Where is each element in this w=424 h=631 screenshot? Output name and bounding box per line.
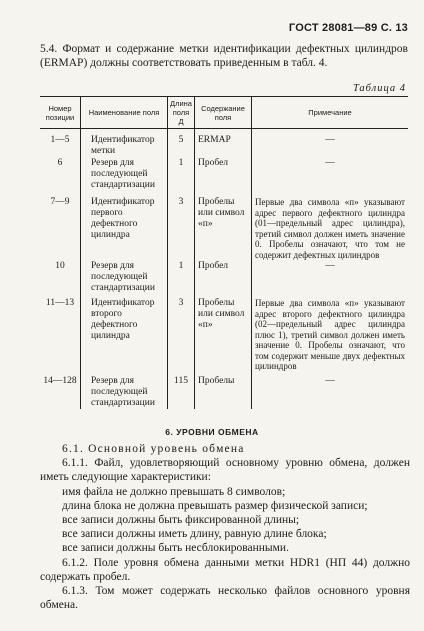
- cell-content: Пробелы: [195, 372, 252, 409]
- cell-position: 1—5: [50, 135, 70, 145]
- cell-content: ERMAP: [195, 129, 252, 158]
- cell-note: —: [252, 129, 409, 158]
- table-header-row: [40, 97, 408, 129]
- paragraph: 6.1.2. Поле уровня обмена данными метки HDR1 (НП 44) должно содержать пробел.: [40, 556, 410, 583]
- cell-field-name: Идентификатор метки: [81, 129, 168, 158]
- cell-note: Первые два символа «п» указывают адрес первого дефектного цилиндра (01—предельный адрес цилиндра), третий символ должен иметь значение 0. Пробелы означают, что том не содержит дефектных цилиндров: [252, 191, 409, 260]
- cell-position: 6: [57, 158, 63, 168]
- spec-table: [40, 96, 408, 409]
- cell-position: 10: [55, 261, 65, 271]
- list-item: имя файла не должно превышать 8 символов;: [62, 485, 286, 498]
- cell-length: 1: [168, 157, 195, 191]
- table-row: [40, 372, 408, 409]
- cell-field-name: Идентификатор второго дефектного цилиндра: [81, 294, 168, 372]
- section-body: [40, 442, 410, 612]
- list-item: все записи должны быть фиксированной длины;: [62, 514, 300, 527]
- cell-field-name: Идентификатор первого дефектного цилиндра: [81, 191, 168, 260]
- cell-content: Пробелы или символ «п»: [195, 191, 252, 260]
- cell-content: Пробел: [195, 260, 252, 294]
- cell-position: 7—9: [50, 197, 70, 207]
- table-row: [40, 260, 408, 294]
- header-position: Номер позиции: [40, 97, 81, 129]
- list-item: все записи должны быть несблокированными.: [62, 542, 289, 555]
- cell-position: 14—128: [43, 375, 77, 386]
- intro-paragraph: 5.4. Формат и содержание метки идентификации дефектных цилиндров (ERMAP) должны соответствовать приведенным в табл. 4.: [40, 43, 408, 69]
- cell-note: Первые два символа «п» указывают адрес второго дефектного цилиндра (02—предельный адрес цилиндра плюс 1), третий символ должен иметь значение 0. Пробелы означают, что том содержит меньше двух дефектных цилиндров: [252, 294, 409, 372]
- paragraph: 6.1.3. Том может содержать несколько файлов основного уровня обмена.: [40, 585, 410, 612]
- cell-position: 11—13: [45, 298, 75, 308]
- cell-length: 1: [168, 260, 195, 294]
- list-item: все записи должны иметь длину, равную длине блока;: [62, 528, 327, 541]
- cell-note: —: [252, 372, 409, 409]
- cell-length: 3: [168, 294, 195, 372]
- table-row: [40, 191, 408, 260]
- header-note: Примечание: [252, 97, 409, 129]
- list-item: длина блока не должна превышать размер физической записи;: [62, 499, 368, 512]
- cell-field-name: Резерв для последующей стандартизации: [81, 372, 168, 409]
- table-row: [40, 129, 408, 158]
- cell-length: 5: [168, 129, 195, 158]
- page-header: ГОСТ 28081—89 С. 13: [288, 22, 408, 34]
- cell-note: —: [252, 157, 409, 191]
- header-field-name: Наименование поля: [81, 97, 168, 129]
- cell-field-name: Резерв для последующей стандартизации: [81, 260, 168, 294]
- section-title: 6. УРОВНИ ОБМЕНА: [165, 427, 259, 437]
- cell-content: Пробел: [195, 157, 252, 191]
- table-row: [40, 157, 408, 191]
- subsection-heading: 6.1. Основной уровень обмена: [62, 443, 245, 455]
- table-row: [40, 294, 408, 372]
- table-title: Таблица 4: [352, 83, 406, 94]
- cell-length: 3: [168, 191, 195, 260]
- header-field-length: Длина поля Д: [168, 97, 195, 129]
- cell-note: —: [252, 260, 409, 294]
- cell-length: 115: [168, 372, 195, 409]
- paragraph: 6.1.1. Файл, удовлетворяющий основному уровню обмена, должен иметь следующие характеристики:: [40, 457, 410, 484]
- cell-field-name: Резерв для последующей стандартизации: [81, 157, 168, 191]
- cell-content: Пробелы или символ «п»: [195, 294, 252, 372]
- header-field-content: Содержание поля: [195, 97, 252, 129]
